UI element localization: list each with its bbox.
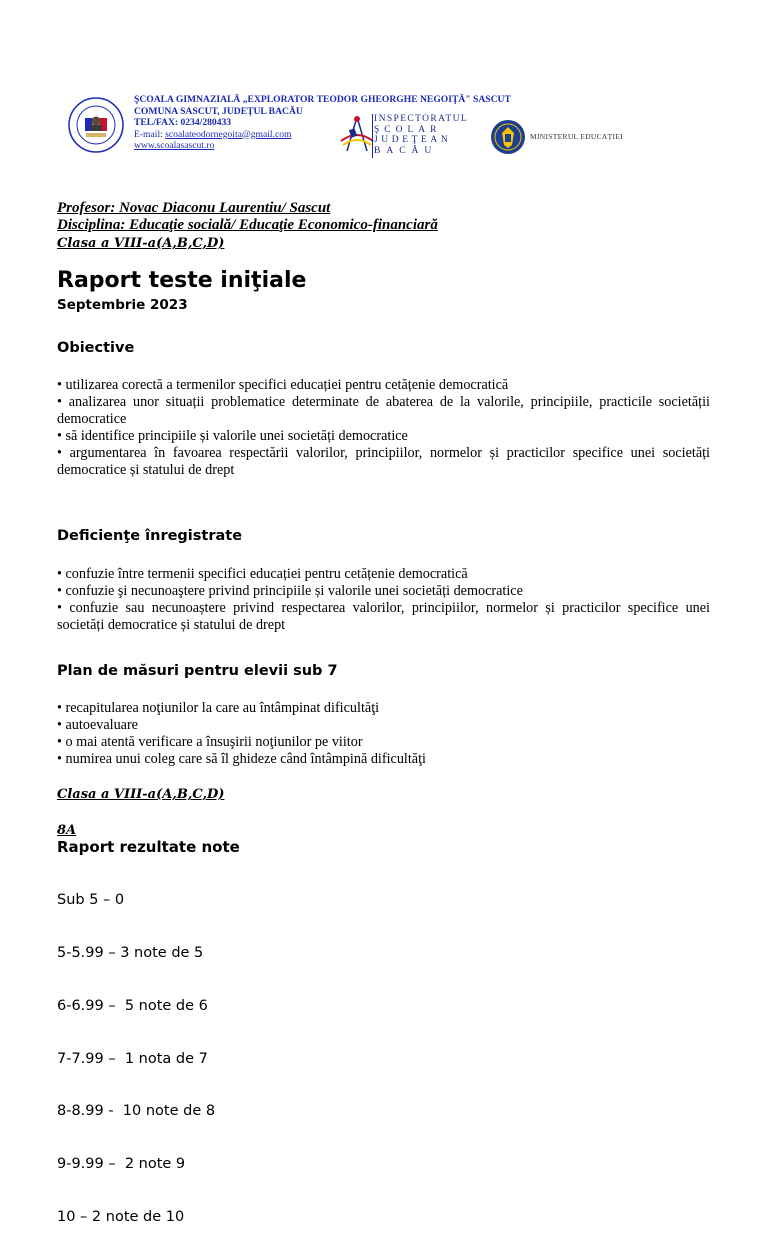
isj-line-2: ŞCOLAR	[374, 124, 442, 135]
result-row: 7-7.99 – 1 nota de 7	[57, 1050, 208, 1067]
website-link[interactable]: www.scoalasascut.ro	[134, 140, 215, 151]
result-row: Sub 5 – 0	[57, 892, 125, 909]
list-item: • argumentarea în favoarea respectării valorilor, principiilor, normelor și practicilor specifice unei societăți democratice și statului de drept	[57, 445, 710, 478]
isj-divider	[372, 114, 373, 158]
isj-text-block	[374, 114, 468, 156]
email-link[interactable]: scoalateodornegoita@gmail.com	[165, 128, 292, 140]
objectives-list	[57, 377, 710, 479]
school-seal-logo	[68, 97, 124, 153]
deficiencies-list	[57, 566, 710, 634]
class-8a-label: 8A	[57, 823, 77, 838]
result-row: 8-8.99 - 10 note de 8	[57, 1103, 216, 1120]
isj-line-3: JUDEŢEAN	[374, 135, 452, 146]
ministry-name: MINISTERUL EDUCAȚIEI	[530, 132, 624, 141]
list-item: • utilizarea corectă a termenilor specifici educației pentru cetățenie democratică	[57, 377, 509, 393]
disciplina-line: Disciplina: Educaţie socială/ Educaţie Economico-financiară	[57, 217, 438, 233]
objectives-heading: Obiective	[57, 340, 135, 356]
isj-line-1: INSPECTORATUL	[374, 114, 469, 124]
school-commune: COMUNA SASCUT, JUDEȚUL BACĂU	[134, 105, 303, 117]
list-item: • confuzie între termenii specifici educației pentru cetățenie democratică	[57, 566, 468, 582]
list-item: • autoevaluare	[57, 717, 138, 733]
report-date: Septembrie 2023	[57, 297, 188, 313]
result-row: 5-5.99 – 3 note de 5	[57, 944, 204, 961]
list-item: • o mai atentă verificare a însuşirii noţiunilor pe viitor	[57, 734, 363, 750]
email-label: E-mail:	[134, 128, 166, 140]
clasa-line: Clasa a VIII-a(A,B,C,D)	[57, 236, 225, 251]
result-row: 6-6.99 – 5 note de 6	[57, 997, 208, 1014]
list-item: • recapitularea noţiunilor la care au întâmpinat dificultăţi	[57, 700, 380, 716]
school-name: ŞCOALA GIMNAZIALĂ „EXPLORATOR TEODOR GHEORGHE NEGOIŢĂ" SASCUT	[134, 94, 511, 105]
list-item: • să identifice principiile și valorile unei societăți democratice	[57, 428, 408, 444]
page-title: Raport teste iniţiale	[57, 268, 307, 293]
list-item: • confuzie şi necunoaştere privind principiile și valorile unei societăți democratice	[57, 583, 523, 599]
plan-list	[57, 700, 710, 768]
results-heading: Raport rezultate note	[57, 838, 240, 856]
list-item: • confuzie sau necunoaștere privind respectarea valorilor, principiilor, normelor și practicilor specifice unei societăți democratice și statului de drept	[57, 600, 710, 633]
list-item: • numirea unui coleg care să îl ghideze când întâmpină dificultăţi	[57, 751, 426, 767]
list-item: • analizarea unor situații problematice determinate de abaterea de la valorile, principiile, practicile societății democratice	[57, 394, 710, 427]
isj-line-4: BACĂU	[374, 145, 438, 156]
profesor-line: Profesor: Novac Diaconu Laurentiu/ Sascut	[57, 200, 331, 216]
clasa-line-2: Clasa a VIII-a(A,B,C,D)	[57, 787, 225, 802]
plan-heading: Plan de măsuri pentru elevii sub 7	[57, 663, 338, 679]
isj-logo-icon	[337, 111, 377, 155]
results-list	[57, 857, 215, 1244]
school-phone: TEL/FAX: 0234/280433	[134, 117, 232, 128]
result-row: 9-9.99 – 2 note 9	[57, 1156, 186, 1173]
ministry-emblem-icon	[490, 119, 526, 155]
result-row: 10 – 2 note de 10	[57, 1208, 185, 1225]
deficiencies-heading: Deficienţe înregistrate	[57, 528, 243, 544]
